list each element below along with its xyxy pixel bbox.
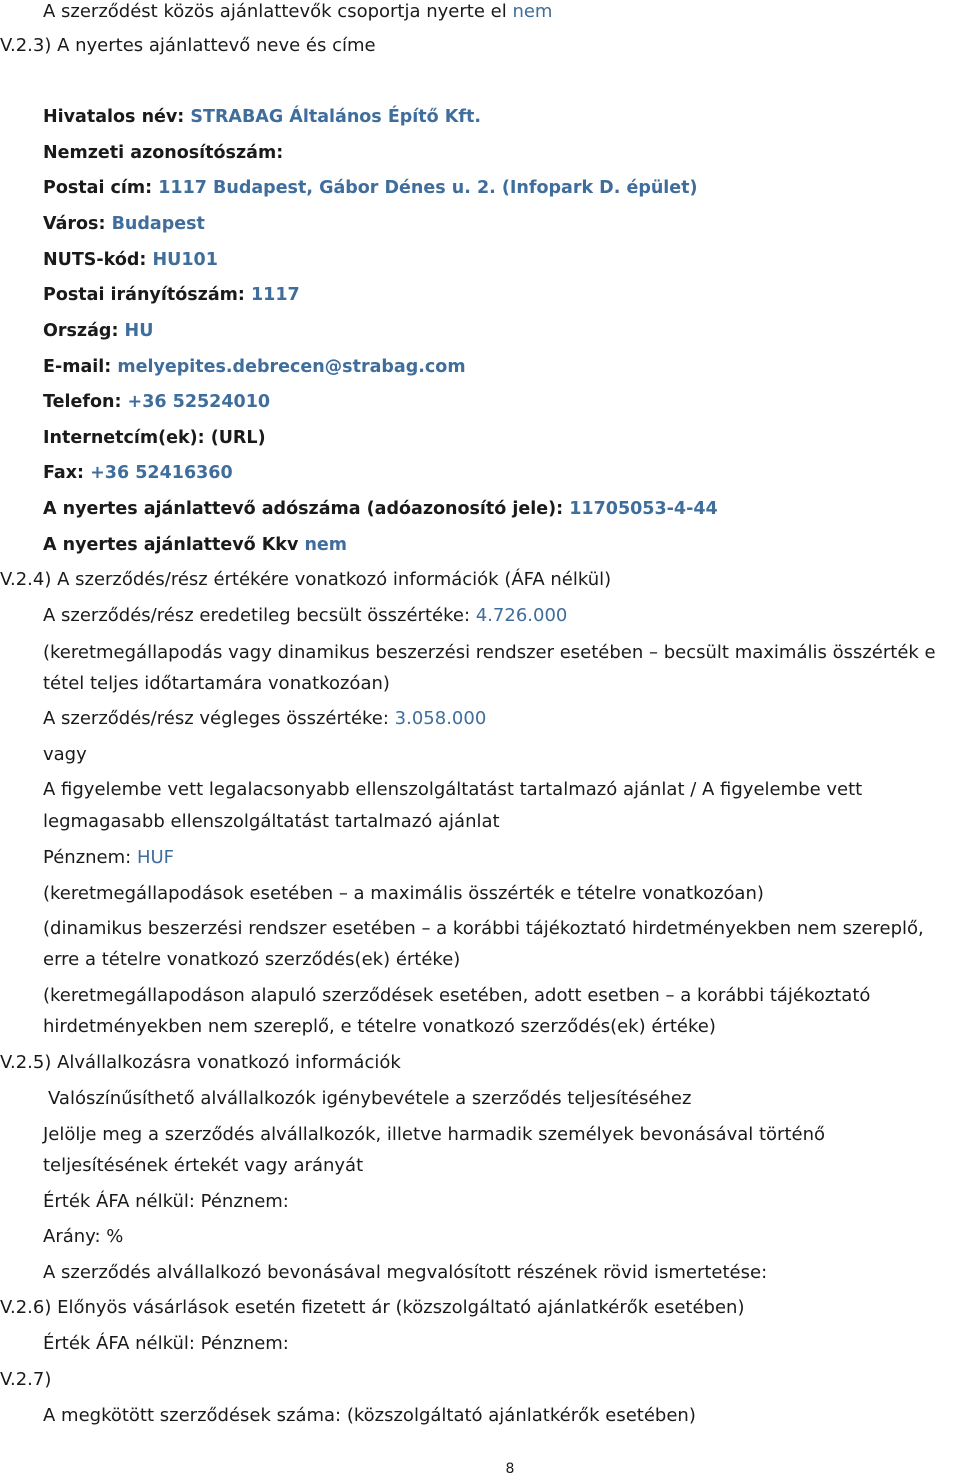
fw-contract-note-line-1: (keretmegállapodáson alapuló szerződések esetében, adott esetben – a korábbi tájékoztató — [43, 985, 871, 1006]
value-no-vat-line-1: Érték ÁFA nélkül: Pénznem: — [43, 1191, 289, 1212]
framework-note-line-1: (keretmegállapodás vagy dinamikus beszerzési rendszer esetében – becsült maximális összérték e — [43, 642, 936, 663]
fw-contract-note-line-2: hirdetményekben nem szereplő, e tételre vonatkozó szerződés(ek) értéke) — [43, 1016, 716, 1037]
country-line: Ország: HU — [43, 321, 154, 341]
currency-value: HUF — [136, 847, 175, 868]
section-v27-heading: V.2.7) — [0, 1369, 52, 1390]
official-name-value: STRABAG Általános Építő Kft. — [190, 107, 481, 127]
tax-id-line: A nyertes ajánlattevő adószáma (adóazonosító jele): 11705053-4-44 — [43, 499, 718, 519]
section-v25-heading: V.2.5) Alvállalkozásra vonatkozó információk — [0, 1052, 401, 1073]
final-value-amount: 3.058.000 — [394, 708, 487, 729]
sme-line: A nyertes ajánlattevő Kkv nem — [43, 535, 348, 555]
phone-line: Telefon: +36 52524010 — [43, 392, 271, 412]
city-value: Budapest — [111, 214, 205, 234]
postal-address-value: 1117 Budapest, Gábor Dénes u. 2. (Infopark D. épület) — [158, 178, 698, 198]
url-line: Internetcím(ek): (URL) — [43, 428, 266, 448]
lowest-offer-line-1: A figyelembe vett legalacsonyabb ellenszolgáltatást tartalmazó ajánlat / A figyelembe vett — [43, 779, 863, 800]
phone-value: +36 52524010 — [127, 392, 271, 412]
winner-group-line: A szerződést közös ajánlattevők csoportja nyerte el nem — [43, 1, 553, 22]
fax-value: +36 52416360 — [90, 463, 233, 483]
contracts-count-line: A megkötött szerződések száma: (közszolgáltató ajánlatkérők esetében) — [43, 1405, 696, 1426]
city-line: Város: Budapest — [43, 214, 205, 234]
sme-value: nem — [304, 535, 348, 555]
section-v23-heading: V.2.3) A nyertes ajánlattevő neve és címe — [0, 35, 376, 56]
dps-note-line-1: (dinamikus beszerzési rendszer esetében – a korábbi tájékoztató hirdetményekben nem szereplő, — [43, 918, 924, 939]
email-line: E-mail: melyepites.debrecen@strabag.com — [43, 357, 466, 377]
or-text: vagy — [43, 744, 87, 765]
official-name-line: Hivatalos név: STRABAG Általános Építő Kft. — [43, 107, 481, 127]
country-value: HU — [124, 321, 154, 341]
value-no-vat-line-2: Érték ÁFA nélkül: Pénznem: — [43, 1333, 289, 1354]
subcontract-mark-line-1: Jelölje meg a szerződés alvállalkozók, illetve harmadik személyek bevonásával történő — [43, 1124, 825, 1145]
final-value-line: A szerződés/rész végleges összértéke: 3.058.000 — [43, 708, 487, 729]
tax-id-value: 11705053-4-44 — [569, 499, 718, 519]
fax-line: Fax: +36 52416360 — [43, 463, 233, 483]
framework-note-line-2: tétel teljes időtartamára vonatkozóan) — [43, 673, 390, 694]
national-id-line: Nemzeti azonosítószám: — [43, 143, 284, 163]
page-number: 8 — [505, 1461, 515, 1477]
subcontract-mark-line-2: teljesítésének értekét vagy arányát — [43, 1155, 364, 1176]
initial-value-line: A szerződés/rész eredetileg becsült összértéke: 4.726.000 — [43, 605, 568, 626]
subcontract-likely: Valószínűsíthető alvállalkozók igénybevétele a szerződés teljesítéséhez — [48, 1088, 692, 1109]
subcontract-description: A szerződés alvállalkozó bevonásával megvalósított részének rövid ismertetése: — [43, 1262, 768, 1283]
section-v26-heading: V.2.6) Előnyös vásárlások esetén fizetett ár (közszolgáltató ajánlatkérők esetében) — [0, 1297, 745, 1318]
ratio-line: Arány: % — [43, 1226, 124, 1247]
lowest-offer-line-2: legmagasabb ellenszolgáltatást tartalmazó ajánlat — [43, 811, 500, 832]
nuts-value: HU101 — [152, 250, 218, 270]
nuts-line: NUTS-kód: HU101 — [43, 250, 218, 270]
email-value: melyepites.debrecen@strabag.com — [117, 357, 466, 377]
postal-address-line: Postai cím: 1117 Budapest, Gábor Dénes u. 2. (Infopark D. épület) — [43, 178, 698, 198]
currency-line: Pénznem: HUF — [43, 847, 175, 868]
postcode-value: 1117 — [250, 285, 300, 305]
section-v24-heading: V.2.4) A szerződés/rész értékére vonatkozó információk (ÁFA nélkül) — [0, 569, 612, 590]
fw-max-note: (keretmegállapodások esetében – a maximális összérték e tételre vonatkozóan) — [43, 883, 764, 904]
initial-value-amount: 4.726.000 — [475, 605, 568, 626]
dps-note-line-2: erre a tételre vonatkozó szerződés(ek) értéke) — [43, 949, 461, 970]
postcode-line: Postai irányítószám: 1117 — [43, 285, 300, 305]
winner-group-value: nem — [512, 1, 553, 22]
